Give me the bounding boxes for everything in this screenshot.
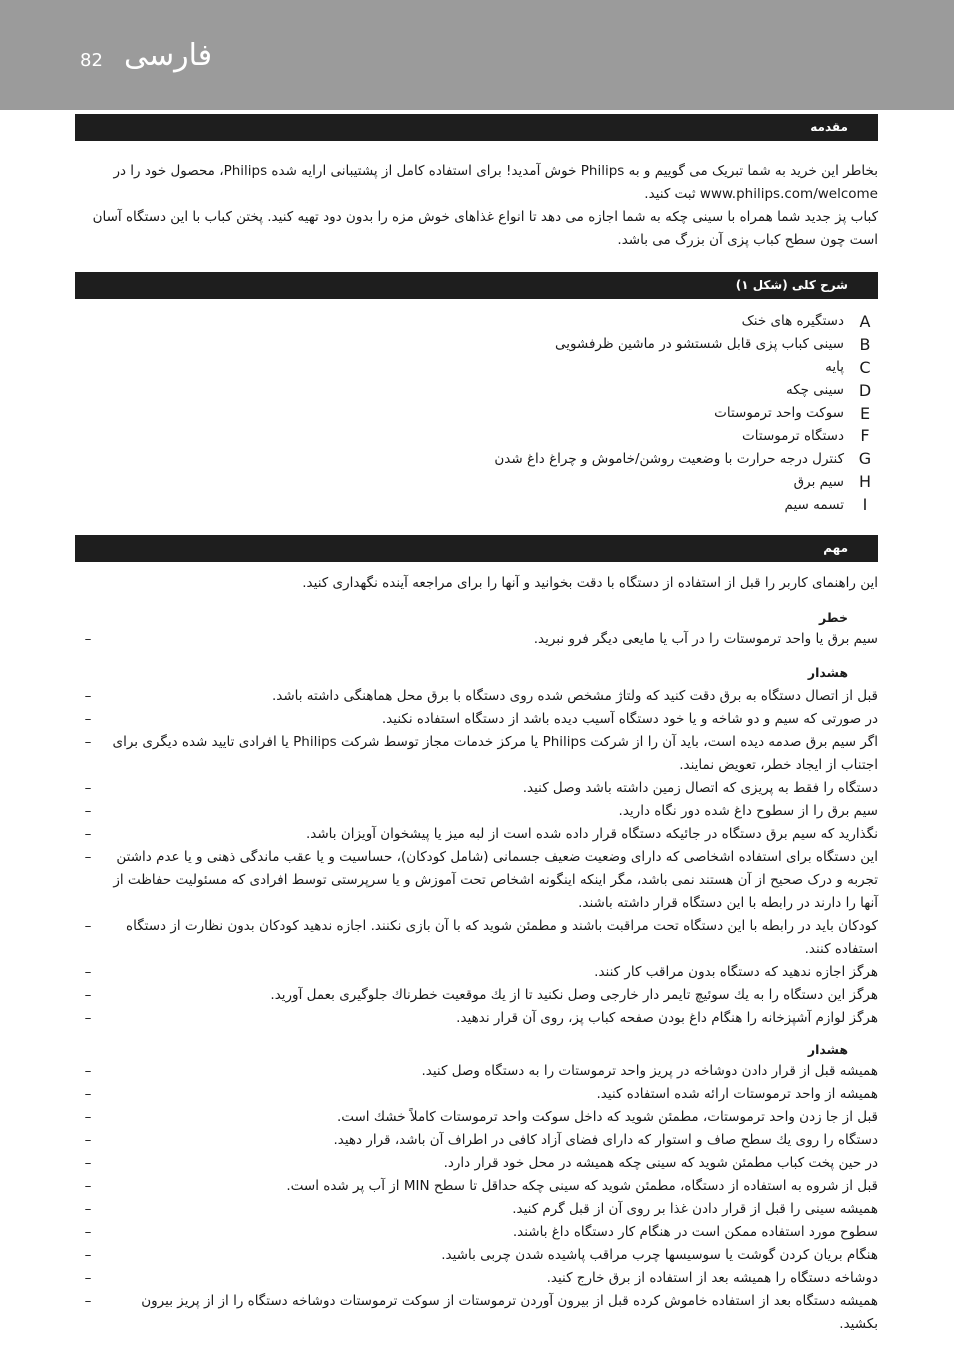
list-item (78, 984, 878, 1007)
list-item (78, 800, 878, 823)
dash-bullet: – (84, 849, 92, 865)
part-label: سینی چکه (785, 382, 844, 399)
warning-heading: هشدار (807, 665, 848, 680)
list-item (78, 685, 878, 708)
list-item (78, 1244, 878, 1267)
list-item-text: سیم برق یا واحد ترموستات را در آب یا مایعی دیگر فرو نبرید. (533, 631, 878, 647)
part-label: سینی کباب پزی قابل شستشو در ماشین ظرفشویی (554, 336, 844, 353)
list-item-text: همیشه سینی را قبل از قرار دادن غذا بر روی آن از قبل گرم کنید. (512, 1201, 878, 1217)
important-intro-text: این راهنمای کاربر را قبل از استفاده از دستگاه با دقت بخوانید و آنها را برای مراجعه آینده نگهداری کنید. (302, 575, 878, 591)
list-item (78, 961, 878, 984)
section-title: مقدمه (810, 120, 848, 134)
list-item (78, 731, 878, 777)
list-item-text: قبل از جا زدن واحد ترموستات، مطمئن شوید که داخل سوکت واحد ترموستات کاملاً خشك است. (336, 1109, 878, 1125)
dash-bullet: – (84, 1247, 92, 1263)
legend-item (300, 333, 880, 356)
list-item-text: سیم برق را از سطوح داغ شده دور نگاه دارید. (618, 803, 878, 819)
part-letter: C (859, 357, 871, 377)
danger-heading: خطر (819, 610, 848, 625)
warning-list (78, 685, 878, 1030)
intro-paragraph: کباب پز جدید شما همراه با سینی چکه به شما اجازه می دهد تا انواع غذاهای خوش مزه را بدون دود تهیه کنید. پختن کباب با این دستگاه آسان است چون سطح کباب پزی آن بزرگ می باشد. (92, 209, 878, 248)
legend-item (300, 310, 880, 333)
list-item-text: دوشاخه دستگاه را همیشه بعد از استفاده از برق خارج کنید. (546, 1270, 878, 1286)
list-item (78, 1198, 878, 1221)
list-item-text: هنگام بریان کردن گوشت یا سوسیسها چرب مراقب پاشیده شدن چربی باشید. (441, 1247, 878, 1263)
list-item (78, 1060, 878, 1083)
list-item-text: هرگز لوازم آشپزخانه را هنگام داغ بودن صفحه کباب پز، روی آن قرار ندهید. (456, 1010, 878, 1026)
dash-bullet: – (84, 631, 92, 647)
list-item (78, 1290, 878, 1336)
part-letter: D (858, 380, 872, 400)
dash-bullet: – (84, 1010, 92, 1026)
legend-item (300, 379, 880, 402)
legend-item (300, 424, 880, 447)
list-item-text: نگذارید که سیم برق دستگاه در جائیکه دستگاه قرار داده شده است از لبه میز یا پیشخوان آویزان باشد. (305, 826, 878, 842)
part-label: دستگاه ترموستات (742, 427, 844, 444)
part-letter: E (859, 403, 871, 423)
caution-list (78, 1060, 878, 1336)
legend-item (300, 447, 880, 470)
list-item (78, 915, 878, 961)
dash-bullet: – (84, 1224, 92, 1240)
part-letter: F (860, 426, 870, 446)
list-item-text: قبل از شروه به استفاده از دستگاه، مطمئن شوید که سینی چکه حداقل تا سطح MIN از آب پر شده است. (286, 1178, 878, 1194)
part-letter: G (858, 449, 872, 469)
dash-bullet: – (84, 1155, 92, 1171)
part-label: سیم برق (793, 473, 844, 490)
introduction-text (78, 160, 878, 252)
list-item-text: دستگاه را فقط به پریزی که اتصال زمین داشته باشد وصل کنید. (522, 780, 878, 796)
list-item-text: قبل از اتصال دستگاه به برق دقت کنید که ولتاژ مشخص شده روی دستگاه با برق محل هماهنگی داشته باشد. (271, 688, 878, 704)
list-item (78, 1129, 878, 1152)
list-item-text: هرگز این دستگاه را به یك سوئیچ تایمر دار خارجی وصل نكنید تا از یك موقعیت خطرناك جلوگیری بعمل آورید. (270, 987, 878, 1003)
caution-heading: هشدار (807, 1042, 848, 1057)
dash-bullet: – (84, 711, 92, 727)
list-item-text: هرگز اجازه ندهید که دستگاه بدون مراقب کار کنند. (594, 964, 878, 980)
part-letter: H (858, 472, 872, 492)
dash-bullet: – (84, 780, 92, 796)
list-item-text: در صورتی که سیم و دو شاخه و یا خود دستگاه آسیب دیده باشد از دستگاه استفاده نکنید. (381, 711, 878, 727)
list-item-text: سطوح مورد استفاده ممکن است در هنگام کار دستگاه داغ باشند. (512, 1224, 878, 1240)
dash-bullet: – (84, 826, 92, 842)
dash-bullet: – (84, 964, 92, 980)
dash-bullet: – (84, 918, 92, 934)
dash-bullet: – (84, 1270, 92, 1286)
list-item-text: همیشه قبل از قرار دادن دوشاخه در پریز واحد ترموستات را به دستگاه وصل کنید. (421, 1063, 878, 1079)
list-item (78, 1267, 878, 1290)
list-item (78, 708, 878, 731)
list-item-text: در حین پخت کباب مطمئن شوید که سینی چکه همیشه در محل خود قرار دارد. (443, 1155, 878, 1171)
dash-bullet: – (84, 1063, 92, 1079)
dash-bullet: – (84, 803, 92, 819)
legend-item (300, 356, 880, 379)
dash-bullet: – (84, 734, 92, 750)
part-label: دستگیره های خنک (741, 313, 844, 330)
list-item (78, 823, 878, 846)
dash-bullet: – (84, 1178, 92, 1194)
list-item-text: اگر سیم برق صدمه دیده است، باید آن را از شرکت Philips یا مرکز خدمات مجاز توسط شرکت Philips یا افرادی تایید شده دیگری برای اجتناب از ایجاد خطر، تعویض نمایند. (112, 734, 878, 773)
list-item-text: دستگاه را روی یك سطح صاف و استوار كه دارای فضای آزاد كافی در اطراف آن باشد، قرار دهید. (333, 1132, 878, 1148)
section-title: شرح کلی (شکل ۱) (735, 278, 848, 292)
part-letter: A (859, 311, 871, 331)
danger-list (78, 628, 878, 651)
dash-bullet: – (84, 1293, 92, 1309)
list-item-text: همیشه از واحد ترموستات ارائه شده استفاده کنید. (596, 1086, 878, 1102)
page-header-bar (0, 0, 954, 110)
list-item (78, 1106, 878, 1129)
part-label: پایه (825, 359, 844, 376)
list-item (78, 1083, 878, 1106)
list-item (78, 1152, 878, 1175)
dash-bullet: – (84, 1132, 92, 1148)
list-item (78, 846, 878, 915)
dash-bullet: – (84, 1086, 92, 1102)
list-item-text: کودکان باید در رابطه با این دستگاه تحت مراقبت باشند و مطمئن شوید که با آن بازی نکنند. اجازه ندهید کودکان بدون نظارت از دستگاه استفاده کنند. (126, 918, 878, 957)
page-number: 82 (80, 50, 103, 71)
section-title: مهم (823, 541, 848, 555)
list-item (78, 1007, 878, 1030)
list-item (78, 1221, 878, 1244)
dash-bullet: – (84, 987, 92, 1003)
part-letter: B (859, 334, 871, 354)
section-heading-introduction (75, 114, 878, 141)
list-item (78, 1175, 878, 1198)
list-item (78, 628, 878, 651)
language-title: فارسی (124, 38, 213, 73)
legend-item (300, 493, 880, 516)
part-label: سوکت واحد ترموستات (714, 405, 844, 421)
legend-item (300, 470, 880, 493)
section-heading-important (75, 535, 878, 562)
dash-bullet: – (84, 688, 92, 704)
dash-bullet: – (84, 1109, 92, 1125)
section-heading-overview (75, 272, 878, 299)
list-item-text: این دستگاه برای استفاده اشخاصی که دارای وضعیت ضعیف جسمانی (شامل کودکان)، حساسیت و یا عقب ماندگی ذهنی و یا عدم داشتن تجربه و درک صحیح از آن هستند نمی باشد، مگر اینکه اینگونه اشخاص تحت آموزش و یا سرپرستی توسط افرادی که مسئولیت حفاظت از آنها را دارند در رابطه با این دستگاه قرار داشته باشند. (113, 849, 878, 911)
part-label: تسمه سیم (784, 496, 844, 513)
list-item (78, 777, 878, 800)
dash-bullet: – (84, 1201, 92, 1217)
legend-item (300, 402, 880, 425)
part-label: کنترل درجه حرارت با وضعیت روشن/خاموش و چراغ داغ شدن (494, 450, 844, 467)
intro-paragraph: بخاطر این خرید به شما تبریک می گوییم و به Philips خوش آمدید! برای استفاده کامل از پشتیبانی ارایه شده Philips، محصول خود را در www.philips.com/welcome ثبت کنید. (113, 163, 878, 202)
part-letter: I (862, 495, 868, 515)
list-item-text: همیشه دستگاه بعد از استفاده خاموش کرده قبل از بیرون آوردن ترموستات از سوکت ترموستات دوشاخه دستگاه را از از پریز بیرون بکشید. (141, 1293, 878, 1332)
parts-legend (300, 310, 880, 516)
